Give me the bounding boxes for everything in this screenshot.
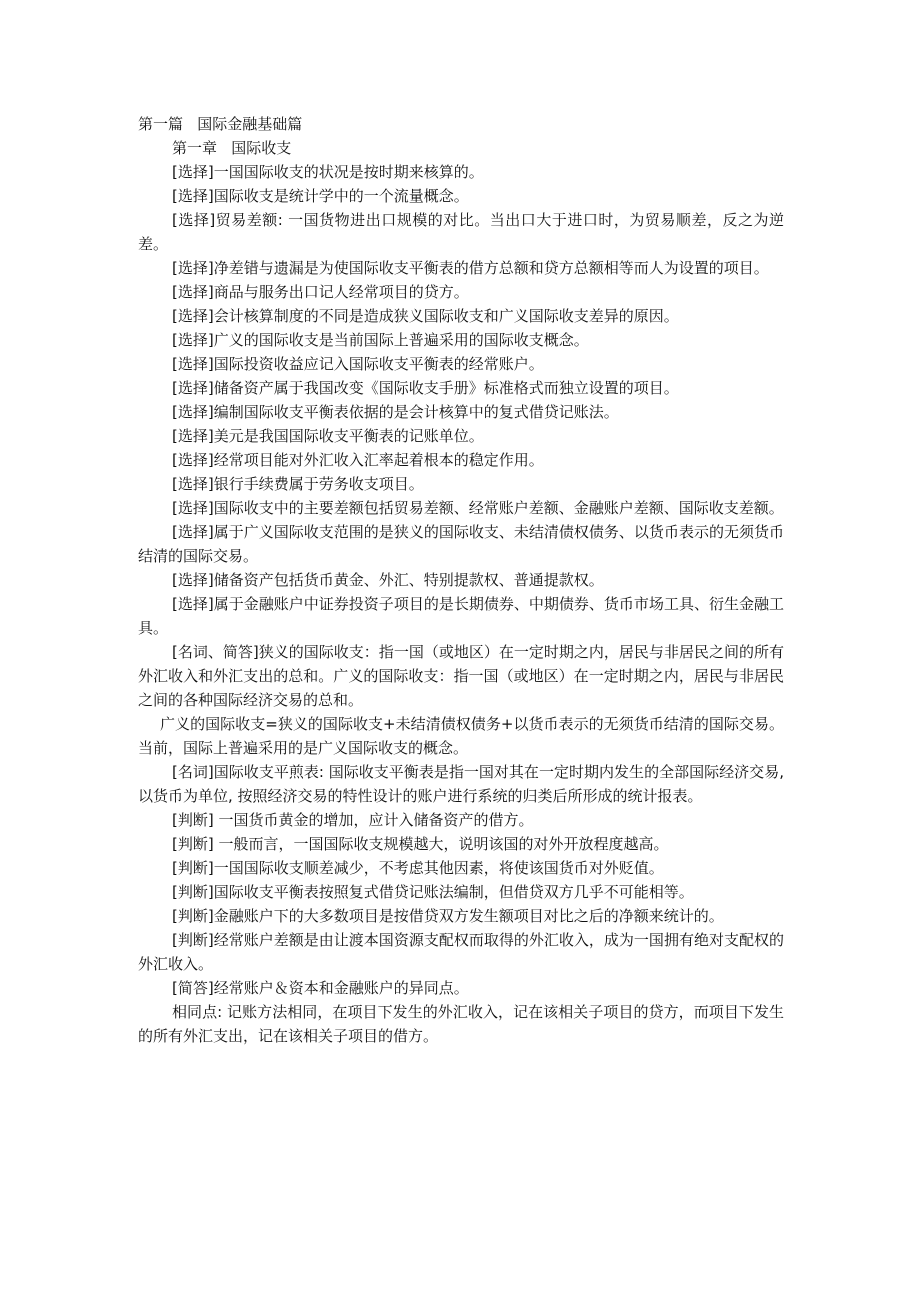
paragraph: [选择]储备资产属于我国改变《国际收支手册》标准格式而独立设置的项目。 (172, 379, 679, 397)
paragraph: [选择]属于金融账户中证券投资子项目的是长期债券、中期债券、货币市场工具、衍生金融工具。 (138, 595, 784, 637)
paragraph: [选择]一国国际收支的状况是按时期来核算的。 (172, 163, 484, 181)
paragraph: [选择]国际投资收益应记入国际收支平衡表的经常账户。 (172, 355, 544, 373)
paragraph: [选择]净差错与遗漏是为使国际收支平衡表的借方总额和贷方总额相等而人为设置的项目。 (172, 259, 769, 277)
paragraph: [选择]国际收支是统计学中的一个流量概念。 (172, 187, 469, 205)
paragraph: [选择]广义的国际收支是当前国际上普遍采用的国际收支概念。 (172, 331, 589, 349)
part-title: 第一篇 国际金融基础篇 (138, 115, 303, 133)
paragraph: [选择]会计核算制度的不同是造成狭义国际收支和广义国际收支差异的原因。 (172, 307, 679, 325)
paragraph: [判断] 一般而言，一国国际收支规模越大，说明该国的对外开放程度越高。 (172, 835, 669, 853)
paragraph: [判断]经常账户差额是由让渡本国资源支配权而取得的外汇收入，成为一国拥有绝对支配权的外汇收入。 (138, 931, 784, 973)
paragraph: [选择]商品与服务出口记人经常项目的贷方。 (172, 283, 469, 301)
paragraph: [选择]经常项目能对外汇收入汇率起着根本的稳定作用。 (172, 451, 544, 469)
paragraph: 相同点: 记账方法相同，在项目下发生的外汇收入，记在该相关子项目的贷方，而项目下发生的所有外汇支出，记在该相关子项目的借方。 (138, 1003, 784, 1045)
paragraph: [选择]储备资产包括货币黄金、外汇、特别提款权、普通提款权。 (172, 571, 604, 589)
paragraph: [判断] 一国货币黄金的增加，应计入储备资产的借方。 (172, 811, 534, 829)
paragraph: [判断]金融账户下的大多数项目是按借贷双方发生额项目对比之后的净额来统计的。 (172, 907, 724, 925)
paragraph: [选择]银行手续费属于劳务收支项目。 (172, 475, 424, 493)
paragraph: [选择]属于广义国际收支范围的是狭义的国际收支、未结清债权债务、以货币表示的无须货币结清的国际交易。 (138, 523, 784, 565)
paragraph: [判断]一国国际收支顺差减少，不考虑其他因素，将使该国货币对外贬值。 (172, 859, 664, 877)
paragraph: [简答]经常账户＆资本和金融账户的异同点。 (172, 979, 469, 997)
paragraph: [名词、简答]狭义的国际收支：指一国（或地区）在一定时期之内，居民与非居民之间的所有外汇收入和外汇支出的总和。广义的国际收支：指一国（或地区）在一定时期之内，居民与非居民之间的各种国际经济交易的总和。 (138, 643, 784, 709)
paragraph: [判断]国际收支平衡表按照复式借贷记账法编制，但借贷双方几乎不可能相等。 (172, 883, 694, 901)
chapter-title: 第一章 国际收支 (172, 139, 292, 157)
paragraph: 广义的国际收支=狭义的国际收支+未结清债权债务+以货币表示的无须货币结清的国际交易。当前，国际上普遍采用的是广义国际收支的概念。 (138, 715, 784, 757)
paragraph: [选择]国际收支中的主要差额包括贸易差额、经常账户差额、金融账户差额、国际收支差额。 (172, 499, 784, 517)
paragraph: [选择]美元是我国国际收支平衡表的记账单位。 (172, 427, 484, 445)
document-page (138, 112, 784, 1048)
paragraph: [选择]编制国际收支平衡表依据的是会计核算中的复式借贷记账法。 (172, 403, 619, 421)
paragraph: [选择]贸易差额: 一国货物进出口规模的对比。当出口大于进口时，为贸易顺差，反之为逆差。 (138, 211, 784, 253)
paragraph: [名词]国际收支平煎表: 国际收支平衡表是指一国对其在一定时期内发生的全部国际经济交易, 以货币为单位, 按照经济交易的特性设计的账户进行系统的归类后所形成的统计报表。 (138, 763, 784, 805)
